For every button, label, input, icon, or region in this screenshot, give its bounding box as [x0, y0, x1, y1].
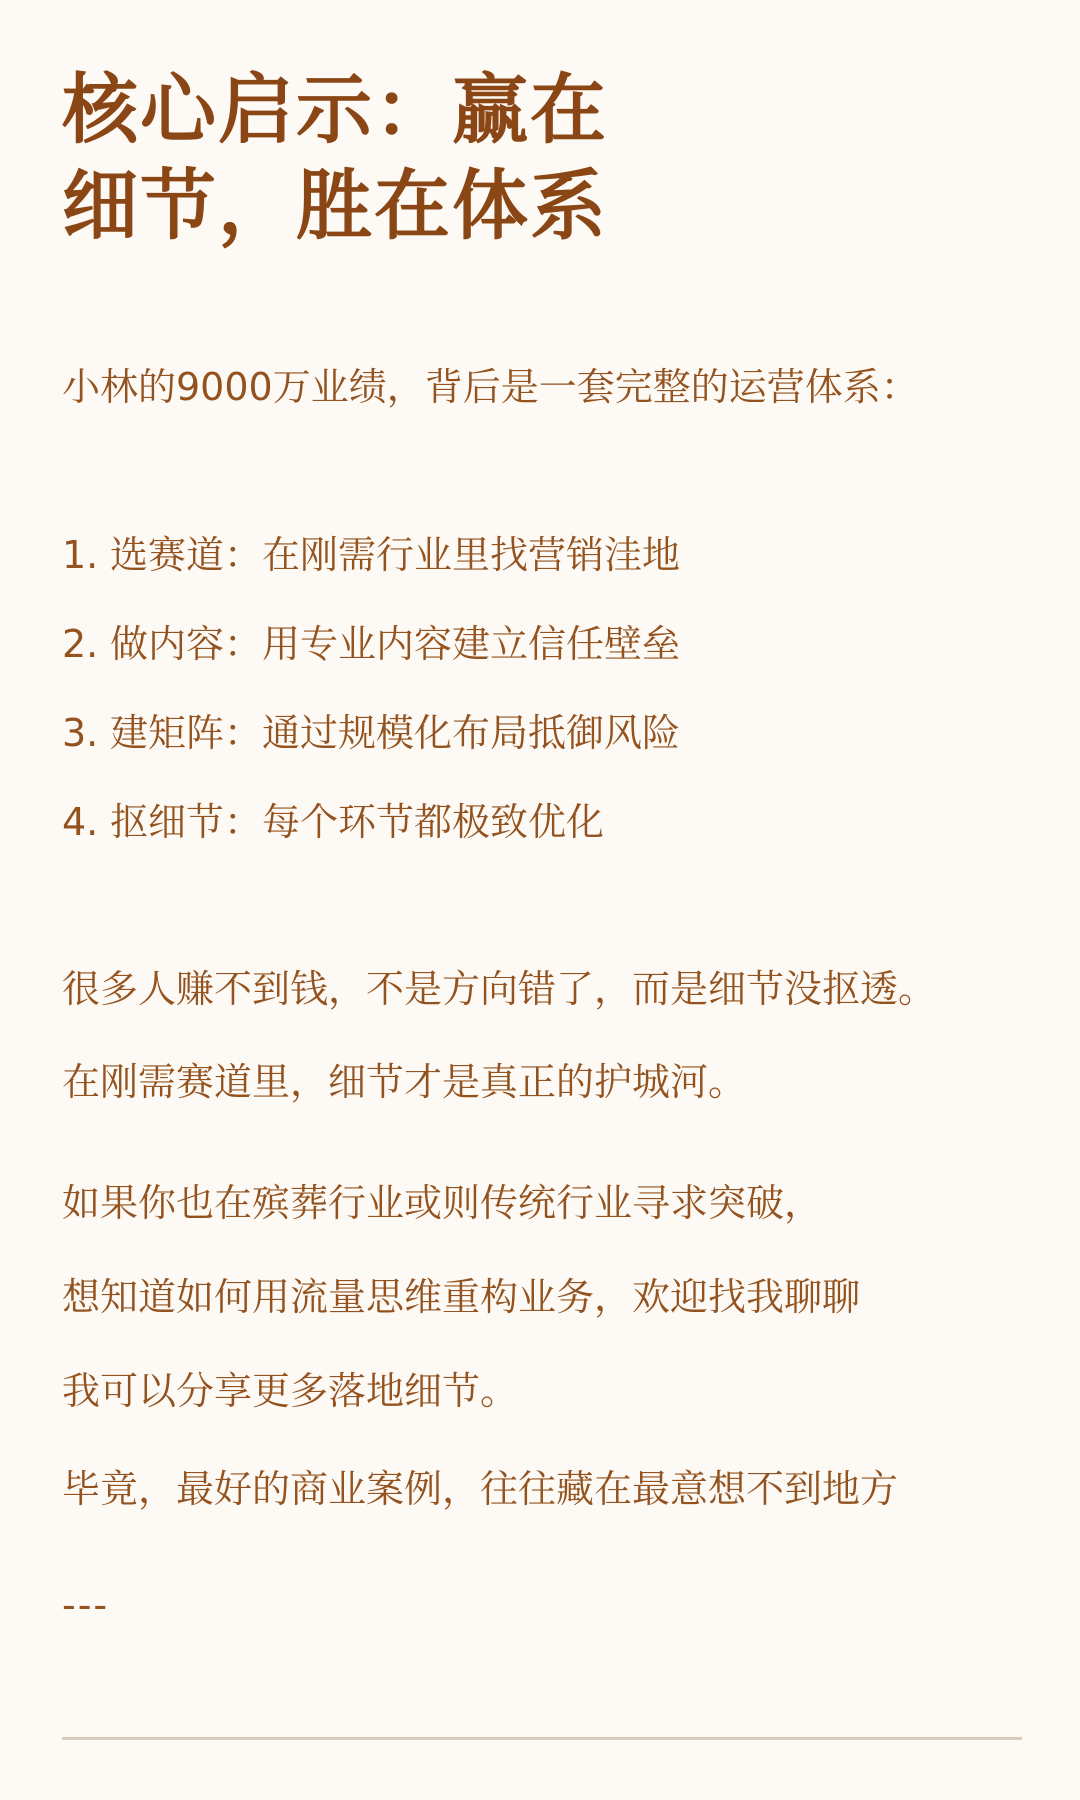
list-item: [62, 797, 604, 847]
intro-text: 小林的9000万业绩，背后是一套完整的运营体系：: [62, 365, 919, 409]
list-item-text: 选赛道：在刚需行业里找营销洼地: [110, 533, 681, 577]
paragraph: 在刚需赛道里，细节才是真正的护城河。: [62, 1060, 747, 1104]
list-item: [62, 708, 680, 758]
divider-line: [62, 1737, 1022, 1740]
page-title: [62, 62, 608, 254]
separator-dashes: ---: [62, 1583, 110, 1627]
list-item-text: 建矩阵：通过规模化布局抵御风险: [110, 711, 681, 755]
paragraph: 想知道如何用流量思维重构业务，欢迎找我聊聊: [62, 1275, 861, 1319]
title-line-2: 细节，胜在体系: [62, 161, 608, 250]
list-item-text: 抠细节：每个环节都极致优化: [110, 800, 605, 844]
paragraph: 很多人赚不到钱，不是方向错了，而是细节没抠透。: [62, 967, 937, 1011]
list-item-text: 做内容：用专业内容建立信任壁垒: [110, 622, 681, 666]
article-page: [62, 0, 1022, 1800]
paragraph: 我可以分享更多落地细节。: [62, 1369, 519, 1413]
paragraph: 如果你也在殡葬行业或则传统行业寻求突破，: [62, 1181, 823, 1225]
list-item-number: 4.: [62, 800, 99, 844]
title-line-1: 核心启示：赢在: [62, 65, 608, 154]
list-item: [62, 530, 680, 580]
list-item-number: 3.: [62, 711, 99, 755]
paragraph: 毕竟，最好的商业案例，往往藏在最意想不到地方: [62, 1467, 899, 1511]
list-item-number: 1.: [62, 533, 99, 577]
list-item: [62, 619, 680, 669]
list-item-number: 2.: [62, 622, 99, 666]
